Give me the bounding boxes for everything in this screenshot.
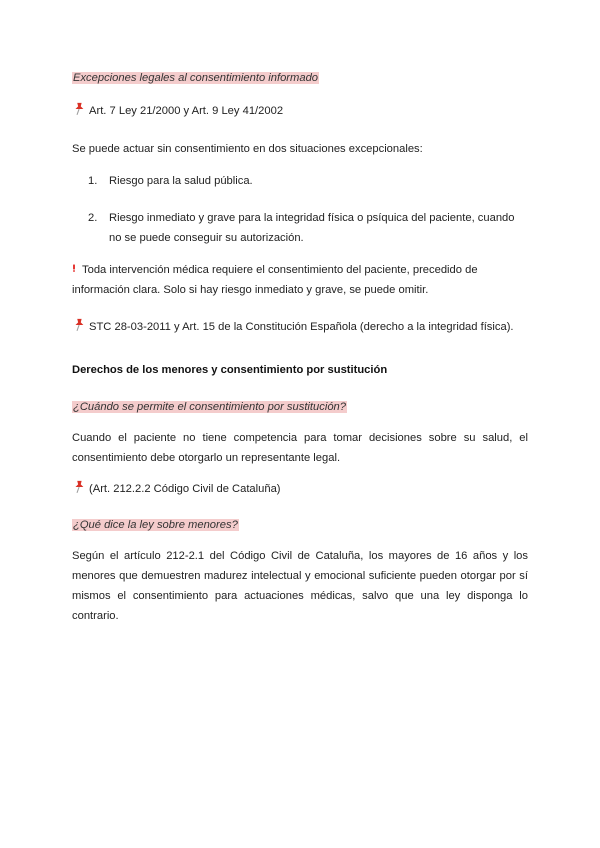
warning-note: Toda intervención médica requiere el consentimiento del paciente, precedido de información clara. Solo si hay riesgo inmediato y grave, se puede omitir. [72, 260, 528, 300]
heading-sustitucion: ¿Cuándo se permite el consentimiento por sustitución? [73, 401, 346, 413]
pushpin-icon [72, 318, 86, 332]
pushpin-icon [72, 480, 86, 494]
section-title: Derechos de los menores y consentimiento por sustitución [72, 364, 388, 376]
paragraph-menores: Según el artículo 212-2.1 del Código Civil de Cataluña, los mayores de 16 años y los menores que demuestren madurez intelectual y emocional suficiente pueden otorgar por sí mismos el consentimiento para actuaciones médicas, salvo que una ley disponga lo contrario. [72, 550, 528, 622]
reference-articulos: Art. 7 Ley 21/2000 y Art. 9 Ley 41/2002 [72, 101, 528, 121]
document-page: Excepciones legales al consentimiento informado Art. 7 Ley 21/2000 y Art. 9 Ley 41/2002 Se puede actuar sin consentimiento en dos situaciones excepcionales: 1. Riesgo para la salud pública. 2. Riesgo inmediato y grave para la integridad física o psíquica del paciente, cuando no se puede conseguir su autorización. Toda intervención médica requiere el consentimiento del paciente, precedido de información clara. Solo si hay riesgo inmediato y grave, se puede omitir. STC 28-03-2011 y Art. 15 de la Constitución Española (derecho a la integridad física). Derechos de los menores y consentimiento por sustitución ¿Cuándo se permite el consentimiento por sustitución? Cuando el paciente no tiene competencia para tomar decisiones sobre su salud, el consentimiento debe otorgarlo un representante legal. (Art. 212.2.2 Código Civil de Cataluña) ¿Qué dice la ley sobre menores? Según el artículo 212-2.1 del Código Civil de Cataluña, los mayores de 16 años y los menores que demuestren madurez intelectual y emocional suficiente pueden otorgar por sí mismos el consentimiento para actuaciones médicas, salvo que una ley disponga lo contrario. [0, 0, 600, 848]
exclamation-icon [72, 261, 80, 275]
intro-situaciones: Se puede actuar sin consentimiento en dos situaciones excepcionales: [72, 143, 423, 155]
heading-excepciones: Excepciones legales al consentimiento informado [73, 72, 319, 84]
heading-menores: ¿Qué dice la ley sobre menores? [73, 519, 238, 531]
reference-codigo-civil: (Art. 212.2.2 Código Civil de Cataluña) [72, 479, 528, 499]
reference-stc: STC 28-03-2011 y Art. 15 de la Constitución Española (derecho a la integridad física). [72, 317, 528, 337]
paragraph-sustitucion: Cuando el paciente no tiene competencia para tomar decisiones sobre su salud, el consentimiento debe otorgarlo un representante legal. [72, 432, 528, 464]
pushpin-icon [72, 102, 86, 116]
